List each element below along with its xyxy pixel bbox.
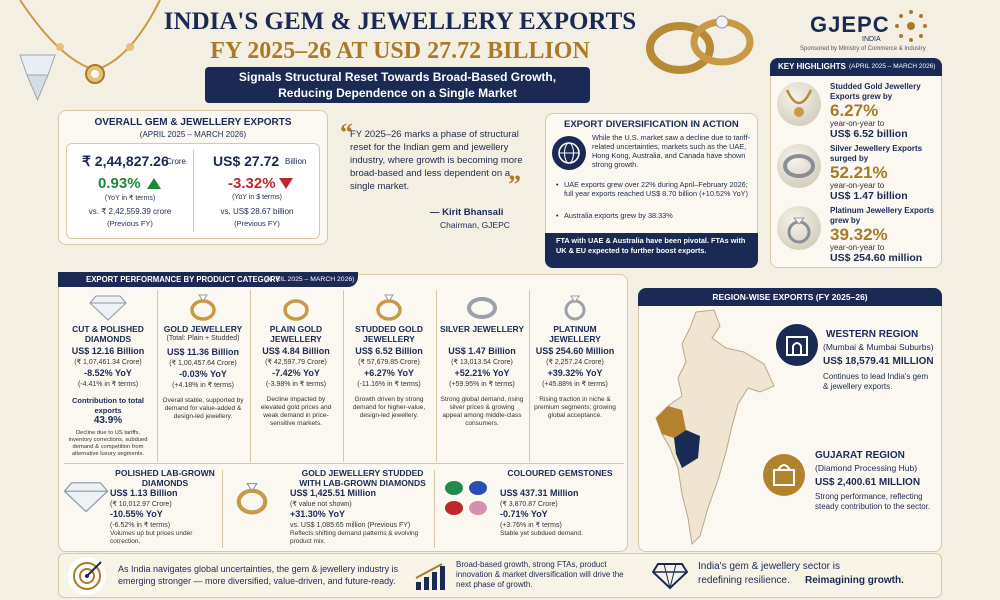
overall-inr-prev: vs. ₹ 2,42,559.39 crore [88,207,172,216]
category-icon-gold-band [276,292,316,322]
category-inr-yoy: vs. US$ 1,085.65 million (Previous FY) [290,522,411,529]
quote-author: — Kirit Bhansali [430,207,504,218]
kh1-amount: US$ 6.52 billion [830,128,908,140]
overall-inr-prev-note: (Previous FY) [107,219,153,228]
bullet1-text: UAE exports grew over 22% during April–February 2026; full year exports reached US$ 8.70 billion (+10.52% YoY) [564,180,748,198]
overall-inr-value: ₹ 2,44,827.26 [82,153,169,169]
category-inr: (₹ 1,07,461.34 Crore) [74,359,142,366]
footer-text1-b: emerging stronger — more diversified, value-driven, and future-ready. [118,576,396,586]
subtitle-line1: Signals Structural Reset Towards Broad-Based Growth, [238,70,557,84]
overall-inr-unit: Crore [166,157,187,166]
overall-usd-prev-note: (Previous FY) [234,219,280,228]
category-yoy: +39.32% YoY [547,368,603,378]
category-yoy: +52.21% YoY [454,368,510,378]
kh2-amount: US$ 1.47 billion [830,190,908,202]
overall-usd-pct: -3.32% [228,175,276,192]
bullet-dot: • [556,211,559,220]
gold-necklace-icon [777,82,821,126]
kh2-label: Silver Jewellery Exports surged by [830,144,923,163]
category-icon-gold-ring [228,478,284,522]
category-icon-platinum-ring [555,292,595,322]
subtitle-line2: Reducing Dependence on a Single Market [278,86,517,100]
category-yoy: +31.30% YoY [290,509,345,519]
category-yoy: -10.55% YoY [110,509,163,519]
down-arrow-icon [279,178,293,189]
kh1-pct: 6.27% [830,101,879,120]
category-inr: (₹ 13,013.54 Crore) [451,359,513,366]
category-name: STUDDED GOLD JEWELLERY [355,324,423,344]
category-usd: US$ 11.36 Billion [166,347,240,357]
category-usd: US$ 254.60 Million [535,346,615,356]
footer-text3-b: redefining resilience. [698,575,790,586]
category-inr-yoy: (-4.41% in ₹ terms) [77,381,139,388]
category-usd: US$ 1,425.51 Million [290,488,377,498]
quote-close-icon: ” [508,170,521,199]
category-yoy: -8.52% YoY [84,368,132,378]
category-period: (APRIL 2025 – MARCH 2026) [264,275,355,283]
kh2-pct: 52.21% [830,163,888,182]
category-divider [222,470,223,548]
overall-inr-pct: 0.93% [98,175,141,192]
overall-divider [193,150,194,232]
category-desc: Volumes up but prices under correction. [110,530,193,545]
page-title-line1: INDIA'S GEM & JEWELLERY EXPORTS [163,8,637,35]
kh1-label: Studded Gold Jewellery Exports grew by [830,82,921,101]
up-arrow-icon [147,178,161,189]
category-name: COLOURED GEMSTONES [507,468,613,478]
kh2-sub: year-on-year to [830,181,885,190]
quote-open-icon: “ [340,118,353,147]
category-name: PLAIN GOLD JEWELLERY [269,324,323,344]
overall-usd-unit: Billion [285,157,307,166]
category-icon-gold-ring [183,292,223,322]
category-inr-yoy: (+45.88% in ₹ terms) [542,381,608,388]
india-map [648,308,778,548]
category-desc: Growth driven by strong demand for higher-value, design-led jewellery. [352,396,426,419]
platinum-ring-icon [777,206,821,250]
bullet2-text: Australia exports grew by 38.33% [564,211,673,220]
diamond-outline-icon [652,560,688,590]
quote-role: Chairman, GJEPC [440,220,510,230]
logo-emblem-icon [893,8,929,44]
category-yoy: +6.27% YoY [364,368,414,378]
gujarat-monument-icon [763,454,805,496]
gujarat-region-desc: Strong performance, reflecting steady contribution to the sector. [815,492,931,511]
growth-chart-icon [414,562,448,592]
bullet-dot: • [556,180,559,189]
category-inr: (₹ 3,870.87 Crore) [500,501,558,508]
category-name: SILVER JEWELLERY [439,324,525,334]
category-inr-yoy: (+4.18% in ₹ terms) [172,382,234,389]
footer-text1-a: As India navigates global uncertainties, the gem & jewellery industry is [118,564,399,574]
diversification-title: EXPORT DIVERSIFICATION IN ACTION [564,119,739,130]
diversification-intro: While the U.S. market saw a decline due to tariff-related uncertainties, markets such as the UAE, Hong Kong, Australia, and Canada have shown strong growth. [592,133,751,169]
gujarat-region-name: GUJARAT REGION [815,450,905,461]
page-title-line2: FY 2025–26 AT USD 27.72 BILLION [210,38,590,64]
category-desc: Strong global demand, rising silver prices & growing appeal among middle-class consumers. [440,396,524,427]
category-yoy: -0.03% YoY [179,369,227,379]
silver-bracelet-icon [777,144,821,188]
category-yoy: -0.71% YoY [500,509,548,519]
footer-text3-c: Reimagining growth. [805,575,904,586]
category-name: GOLD JEWELLERY [163,324,243,334]
category-title: EXPORT PERFORMANCE BY PRODUCT CATEGORY [86,275,281,284]
kh3-label: Platinum Jewellery Exports grew by [830,206,935,225]
category-name: POLISHED LAB-GROWN DIAMONDS [115,468,215,488]
category-usd: US$ 1.13 Billion [110,488,178,498]
category-usd: US$ 1.47 Billion [448,346,516,356]
overall-title: OVERALL GEM & JEWELLERY EXPORTS [94,117,292,128]
category-inr: (₹ 1,00,457.64 Crore) [169,360,237,367]
category-desc: Rising traction in niche & premium segments; growing global acceptance. [534,396,616,419]
western-region-name: WESTERN REGION [826,329,919,340]
category-usd: US$ 437.31 Million [500,488,579,498]
logo-text: GJEPC [810,12,890,37]
key-highlights-period: (APRIL 2025 – MARCH 2026) [849,63,936,70]
western-region-desc: Continues to lead India's gem & jewellery exports. [823,372,929,391]
category-icon-diamond [88,292,128,322]
overall-usd-note: (YoY in $ terms) [232,194,282,201]
diversification-bullet2 [556,211,752,220]
category-inr-yoy: (-11.16% in ₹ terms) [357,381,421,388]
footer-text2: Broad-based growth, strong FTAs, product innovation & market diversification will drive the next phase of growth. [456,560,624,589]
diversification-footer-text: FTA with UAE & Australia have been pivotal. FTAs with UK & EU expected to further boost exports. [556,236,746,255]
category-usd: US$ 4.84 Billion [262,346,330,356]
category-icon-studded-ring [369,292,409,322]
logo-tagline: Sponsored by Ministry of Commerce & Industry [800,46,926,52]
overall-inr-note: (YoY in ₹ terms) [104,195,156,202]
western-region-value: US$ 18,579.41 MILLION [823,356,934,367]
category-inr: (₹ value not shown) [290,501,352,508]
gateway-of-india-icon [776,324,818,366]
header-rings-image-right [630,8,765,78]
category-divider [434,470,435,548]
footer-text3-a: India's gem & jewellery sector is [698,561,840,572]
category-desc: Stable yet subdued demand. [500,530,583,537]
overall-period: (APRIL 2025 – MARCH 2026) [139,130,247,139]
category-inr: (₹ 42,597.79 Crore) [265,359,327,366]
category-icon-gems [440,476,496,520]
category-inr-yoy: (+59.95% in ₹ terms) [449,381,515,388]
category-name: CUT & POLISHED DIAMONDS [72,324,144,344]
category-inr: (₹ 57,679.85 Crore) [358,359,420,366]
category-row-divider [64,463,624,464]
globe-icon [552,136,586,170]
category-desc: Decline due to US tariffs, inventory corrections, subdued demand & competition from alternative luxury segments. [68,430,148,457]
category-contribution-label: Contribution to total exports [71,396,145,415]
kh3-amount: US$ 254.60 million [830,252,923,264]
overall-usd-prev: vs. US$ 28.67 billion [220,207,294,216]
logo-country: INDIA [862,36,881,43]
category-inr: (₹ 2,257.24 Crore) [546,359,604,366]
kh1-sub: year-on-year to [830,119,885,128]
kh3-pct: 39.32% [830,225,888,244]
category-name: PLATINUM JEWELLERY [549,324,601,344]
gujarat-region-value: US$ 2,400.61 MILLION [815,477,921,488]
category-desc: Decline impacted by elevated gold prices and weak demand in price-sensitive markets. [260,396,332,427]
gujarat-region-sub: (Diamond Processing Hub) [815,463,918,473]
western-region-sub: (Mumbai & Mumbai Suburbs) [823,342,934,352]
key-highlights-title: KEY HIGHLIGHTS [778,62,846,71]
header-jewellery-image-left [0,0,170,115]
category-desc: Overall stable, supported by demand for value-added & design-led jewellery. [162,397,244,420]
category-inr-yoy: (-6.52% in ₹ terms) [110,522,171,529]
category-icon-silver-ring [462,292,502,322]
category-inr-yoy: (-3.98% in ₹ terms) [265,381,327,388]
category-sub: (Total: Plain + Studded) [166,335,240,342]
category-name: GOLD JEWELLERY STUDDED WITH LAB-GROWN DIAMONDS [299,468,426,488]
category-desc: Reflects shifting demand patterns & evolving product mix. [290,530,419,545]
category-yoy: -7.42% YoY [272,368,320,378]
category-usd: US$ 6.52 Billion [355,346,423,356]
category-inr: (₹ 10,012.97 Crore) [110,501,172,508]
overall-usd-value: US$ 27.72 [213,153,280,169]
category-usd: US$ 12.16 Billion [71,346,145,356]
quote-text: FY 2025–26 marks a phase of structural reset for the Indian gem and jewellery industry, where growth is becoming more broad-based and less dependent on a single market. [350,129,523,192]
category-inr-yoy: (+3.76% in ₹ terms) [500,522,562,529]
region-title: REGION-WISE EXPORTS (FY 2025–26) [712,292,868,302]
diversification-bullet1 [556,180,752,198]
kh3-sub: year-on-year to [830,243,885,252]
target-icon [68,557,106,595]
category-contribution-value: 43.9% [93,415,123,426]
